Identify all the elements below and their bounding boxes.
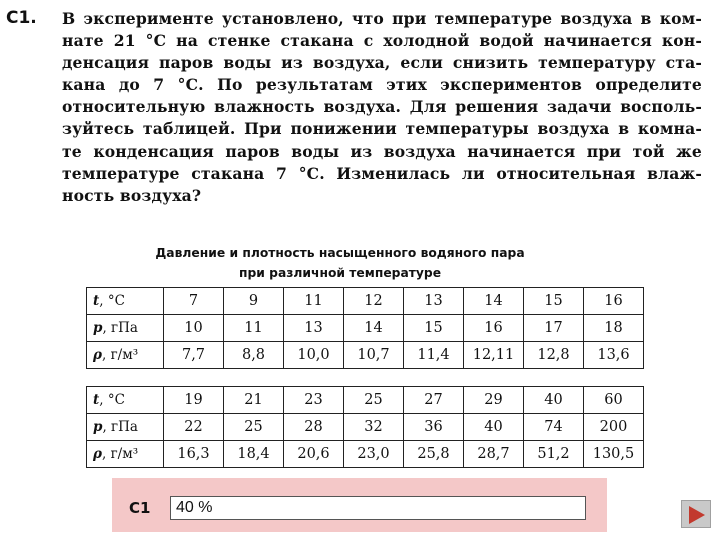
table-row <box>87 288 644 315</box>
table-cell: 130,5 <box>584 441 644 468</box>
row-header <box>87 441 164 468</box>
row-symbol: ρ <box>93 347 102 363</box>
problem-line: нате 21 °С на стенке стакана с холодной водой начинается кон- <box>62 31 702 51</box>
table-cell: 14 <box>464 288 524 315</box>
table-cell: 23,0 <box>344 441 404 468</box>
table-cell: 7 <box>164 288 224 315</box>
problem-line: относительную влажность воздуха. Для решения задачи восполь- <box>62 97 702 117</box>
table-cell: 29 <box>464 387 524 414</box>
table-cell: 20,6 <box>284 441 344 468</box>
row-unit: , °С <box>99 392 125 408</box>
table-cell: 13 <box>404 288 464 315</box>
table-cell: 11 <box>284 288 344 315</box>
row-symbol: p <box>93 320 103 336</box>
table-row <box>87 414 644 441</box>
table-cell: 14 <box>344 315 404 342</box>
problem-line: денсация паров воды из воздуха, если снизить температуру ста- <box>62 53 702 73</box>
table-cell: 74 <box>524 414 584 441</box>
table-cell: 40 <box>524 387 584 414</box>
table-row <box>87 342 644 369</box>
table-title-line: при различной температуре <box>238 266 442 280</box>
table-cell: 7,7 <box>164 342 224 369</box>
answer-field[interactable]: 40 % <box>170 496 586 520</box>
problem-number: С1. <box>6 8 37 28</box>
row-symbol: p <box>93 419 103 435</box>
next-button[interactable] <box>681 500 711 528</box>
table-cell: 51,2 <box>524 441 584 468</box>
table-cell: 19 <box>164 387 224 414</box>
table-cell: 18,4 <box>224 441 284 468</box>
table-cell: 13 <box>284 315 344 342</box>
problem-line: кана до 7 °С. По результатам этих экспериментов определите <box>62 75 702 95</box>
answer-label: С1 <box>129 499 151 517</box>
row-unit: , гПа <box>102 419 138 435</box>
table-cell: 16 <box>584 288 644 315</box>
table-cell: 40 <box>464 414 524 441</box>
row-header <box>87 414 164 441</box>
table-cell: 32 <box>344 414 404 441</box>
table-cell: 28,7 <box>464 441 524 468</box>
table-cell: 18 <box>584 315 644 342</box>
table-cell: 16,3 <box>164 441 224 468</box>
problem-line: зуйтесь таблицей. При понижении температуры воздуха в комна- <box>62 119 702 139</box>
table-cell: 25 <box>344 387 404 414</box>
table-cell: 36 <box>404 414 464 441</box>
table-cell: 12 <box>344 288 404 315</box>
table-cell: 13,6 <box>584 342 644 369</box>
vapor-table-2 <box>86 386 644 468</box>
table-cell: 21 <box>224 387 284 414</box>
table-cell: 60 <box>584 387 644 414</box>
row-header <box>87 315 164 342</box>
problem-line: температуре стакана 7 °С. Изменилась ли относительная влаж- <box>62 163 702 183</box>
table-title-line: Давление и плотность насыщенного водяного пара <box>155 246 525 260</box>
row-symbol: t <box>93 293 100 309</box>
problem-text <box>62 8 702 207</box>
play-triangle-icon <box>688 506 706 524</box>
table-cell: 27 <box>404 387 464 414</box>
vapor-table-1 <box>86 287 644 369</box>
table-cell: 12,8 <box>524 342 584 369</box>
table-cell: 12,11 <box>464 342 524 369</box>
table-row <box>87 315 644 342</box>
table-row <box>87 387 644 414</box>
table-cell: 22 <box>164 414 224 441</box>
problem-line: ность воздуха? <box>62 185 202 205</box>
table-cell: 11 <box>224 315 284 342</box>
table-cell: 25,8 <box>404 441 464 468</box>
row-unit: , гПа <box>102 320 138 336</box>
row-header <box>87 342 164 369</box>
row-unit: , г/м³ <box>101 446 139 462</box>
table-cell: 15 <box>404 315 464 342</box>
table-cell: 8,8 <box>224 342 284 369</box>
table-cell: 17 <box>524 315 584 342</box>
problem-line: В эксперименте установлено, что при температуре воздуха в ком- <box>62 9 702 28</box>
table-title <box>100 243 580 283</box>
table-cell: 11,4 <box>404 342 464 369</box>
row-unit: , °С <box>99 293 125 309</box>
problem-line: те конденсация паров воды из воздуха начинается при той же <box>62 141 702 161</box>
table-cell: 28 <box>284 414 344 441</box>
table-cell: 16 <box>464 315 524 342</box>
row-symbol: ρ <box>93 446 102 462</box>
table-cell: 23 <box>284 387 344 414</box>
table-cell: 10,0 <box>284 342 344 369</box>
table-cell: 9 <box>224 288 284 315</box>
table-cell: 200 <box>584 414 644 441</box>
table-cell: 25 <box>224 414 284 441</box>
row-header <box>87 288 164 315</box>
row-unit: , г/м³ <box>101 347 139 363</box>
row-symbol: t <box>93 392 100 408</box>
table-row <box>87 441 644 468</box>
table-cell: 10,7 <box>344 342 404 369</box>
row-header <box>87 387 164 414</box>
table-cell: 15 <box>524 288 584 315</box>
table-cell: 10 <box>164 315 224 342</box>
